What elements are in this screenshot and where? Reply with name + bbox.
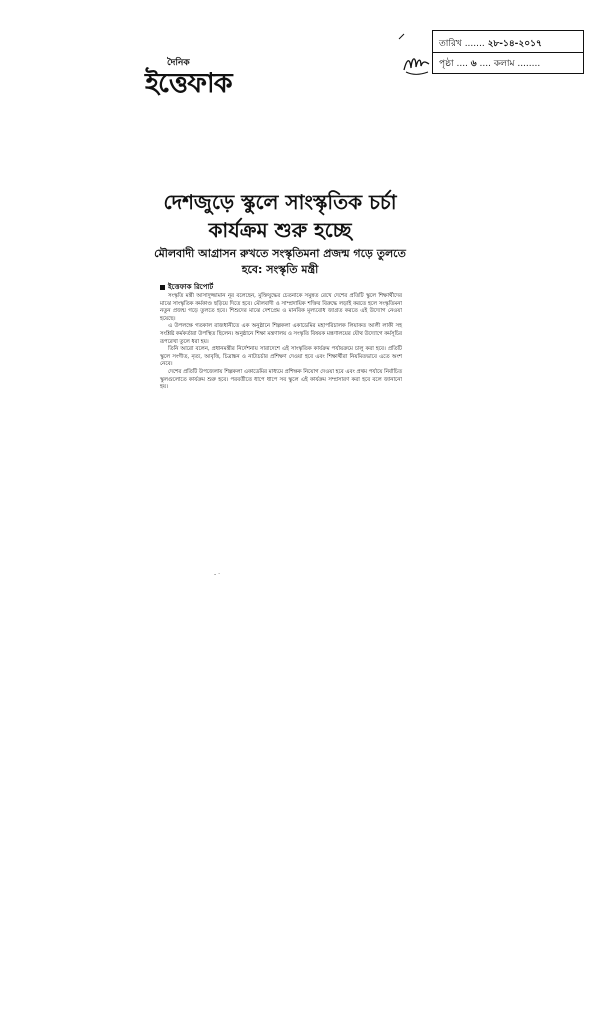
- stamp-date-value: ২৮-১৪-২০১৭: [487, 39, 542, 49]
- masthead-daily-label: দৈনিক: [167, 58, 190, 68]
- stamp-date-row: তারিখ ....... ২৮-১৪-২০১৭: [439, 39, 542, 49]
- stamp-divider: [433, 52, 583, 53]
- article-paragraph: দেশের প্রতিটি উপজেলায় শিল্পকলা একাডেমির মাধ্যমে প্রশিক্ষক নিয়োগ দেওয়া হবে এবং প্রথম পর্যায়ে নির্বাচিত স্কুলগুলোতে কার্যক্রম শুরু হবে। পরবর্তীতে ধাপে ধাপে সব স্কুলে এই কার্যক্রম সম্প্রসারণ করা হবে বলে জানানো হয়।: [160, 368, 402, 391]
- article-paragraph: এ উপলক্ষে গতকাল রাজধানীতে এক অনুষ্ঠানে শিল্পকলা একাডেমির মহাপরিচালক লিয়াকত আলী লাকী সহ সংশ্লিষ্ট কর্মকর্তারা উপস্থিত ছিলেন। অনুষ্ঠানে শিক্ষা মন্ত্রণালয় ও সংস্কৃতি বিষয়ক মন্ত্রণালয়ের যৌথ উদ্যোগে কর্মসূচির রূপরেখা তুলে ধরা হয়।: [160, 323, 402, 345]
- article-body: [160, 293, 402, 392]
- byline-bullet-icon: [160, 285, 165, 290]
- article-headline: দেশজুড়ে স্কুলে সাংস্কৃতিক চর্চা কার্যক্রম শুরু হচ্ছে: [163, 190, 397, 242]
- clipping-date-stamp: [432, 30, 584, 74]
- article-paragraph: সংস্কৃতি মন্ত্রী আসাদুজ্জামান নূর বলেছেন, মুক্তিযুদ্ধের চেতনাকে সমুন্নত রেখে দেশের প্রতিটি স্কুলে শিক্ষার্থীদের মাঝে সাংস্কৃতিক কর্মকাণ্ড ছড়িয়ে দিতে হবে। মৌলবাদী ও সাম্প্রদায়িক শক্তির বিরুদ্ধে লড়াই করতে হলে সংস্কৃতিমনা নতুন প্রজন্ম গড়ে তুলতে হবে। শিশুদের মাঝে দেশপ্রেম ও মানবিক মূল্যবোধ জাগ্রত করতে এই উদ্যোগ নেওয়া হয়েছে।: [160, 293, 402, 322]
- stamp-column-label: কলাম: [493, 59, 515, 69]
- article-end-mark: - ·: [214, 571, 220, 578]
- newspaper-masthead: [145, 58, 275, 100]
- stamp-date-label: তারিখ: [439, 39, 462, 49]
- stamp-page-value: ৬: [470, 59, 477, 69]
- byline-text: ইত্তেফাক রিপোর্ট: [168, 283, 214, 291]
- stamp-page-row: পৃষ্ঠা .... ৬ .... কলাম ........: [439, 59, 541, 69]
- masthead-name: ইত্তেফাক: [145, 68, 232, 99]
- pen-tick-mark: [398, 33, 406, 41]
- article-paragraph: তিনি আরো বলেন, প্রধানমন্ত্রীর নির্দেশনায় সারাদেশে এই সাংস্কৃতিক কার্যক্রম পর্যায়ক্রমে চালু করা হবে। প্রতিটি স্কুলে সংগীত, নৃত্য, আবৃত্তি, চিত্রাঙ্কন ও নাট্যচর্চার প্রশিক্ষণ দেওয়া হবে এবং শিক্ষার্থীরা নিয়মিতভাবে এতে অংশ নেবে।: [160, 346, 402, 368]
- handwritten-initials-signature: [402, 50, 432, 78]
- stamp-page-label: পৃষ্ঠা: [439, 59, 454, 69]
- article-byline: [160, 281, 213, 293]
- article-subheadline: মৌলবাদী আগ্রাসন রুখতে সংস্কৃতিমনা প্রজন্ম গড়ে তুলতে হবে: সংস্কৃতি মন্ত্রী: [154, 247, 406, 276]
